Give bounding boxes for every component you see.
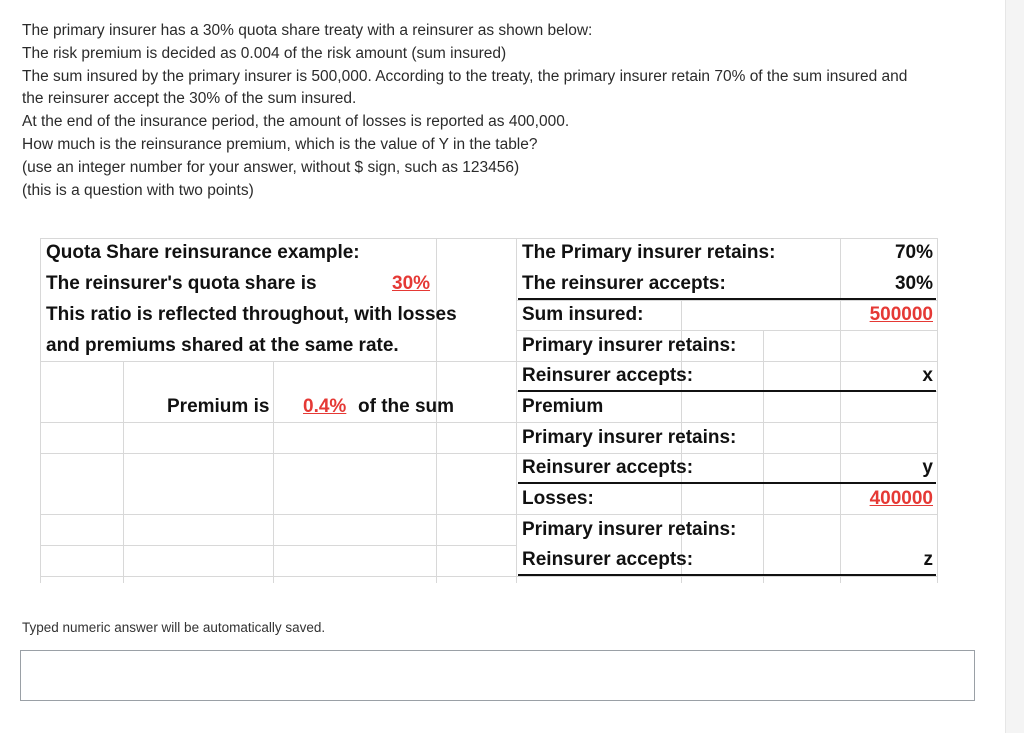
total-rule bbox=[518, 482, 936, 484]
premium-suffix: of the sum bbox=[358, 396, 455, 417]
grid-line bbox=[40, 576, 937, 577]
question-line: At the end of the insurance period, the amount of losses is reported as 400,000. bbox=[22, 113, 570, 131]
row-label: Reinsurer accepts: bbox=[522, 365, 694, 386]
grid-line bbox=[840, 238, 841, 583]
total-rule bbox=[518, 298, 936, 300]
row-label: The reinsurer accepts: bbox=[522, 273, 726, 294]
losses-value: 400000 bbox=[869, 488, 933, 509]
grid-line bbox=[40, 514, 516, 515]
grid-line bbox=[40, 238, 937, 239]
row-label: Reinsurer accepts: bbox=[522, 549, 694, 570]
row-label: Primary insurer retains: bbox=[522, 335, 737, 356]
x-value: x bbox=[922, 365, 933, 386]
grid-line bbox=[123, 361, 124, 583]
total-rule bbox=[518, 574, 936, 576]
total-rule bbox=[518, 390, 936, 392]
example-title: Quota Share reinsurance example: bbox=[46, 242, 360, 263]
grid-line bbox=[40, 453, 516, 454]
row-label: Reinsurer accepts: bbox=[522, 457, 694, 478]
grid-line bbox=[516, 330, 937, 331]
question-line: (this is a question with two points) bbox=[22, 181, 254, 199]
grid-line bbox=[273, 361, 274, 583]
grid-line bbox=[516, 300, 937, 301]
question-line: The risk premium is decided as 0.004 of the risk amount (sum insured) bbox=[22, 44, 507, 62]
grid-line bbox=[40, 545, 516, 546]
question-line: The sum insured by the primary insurer is 500,000. According to the treaty, the primary insurer retain 70% of the sum insured and bbox=[22, 67, 908, 85]
premium-rate: 0.4% bbox=[303, 396, 347, 417]
row-label: Sum insured: bbox=[522, 304, 644, 325]
ratio-note: and premiums shared at the same rate. bbox=[46, 335, 399, 356]
grid-line bbox=[40, 361, 937, 362]
row-label: The Primary insurer retains: bbox=[522, 242, 776, 263]
question-line: (use an integer number for your answer, without $ sign, such as 123456) bbox=[22, 158, 520, 176]
grid-line bbox=[516, 514, 937, 515]
question-line: the reinsurer accept the 30% of the sum insured. bbox=[22, 90, 357, 108]
answer-input[interactable] bbox=[20, 650, 975, 701]
premium-label: Premium is bbox=[167, 396, 270, 417]
autosave-note: Typed numeric answer will be automatically saved. bbox=[22, 620, 326, 635]
question-line: The primary insurer has a 30% quota share treaty with a reinsurer as shown below: bbox=[22, 22, 593, 39]
question-line: How much is the reinsurance premium, which is the value of Y in the table? bbox=[22, 135, 538, 153]
grid-line bbox=[516, 453, 937, 454]
question-text bbox=[22, 20, 982, 202]
z-value: z bbox=[923, 549, 933, 570]
ratio-note: This ratio is reflected throughout, with losses bbox=[46, 304, 457, 325]
grid-line bbox=[40, 422, 937, 423]
retain-ratio-value: 70% bbox=[894, 242, 933, 263]
row-label: Premium bbox=[522, 396, 604, 417]
row-label: Primary insurer retains: bbox=[522, 519, 737, 540]
row-label: Primary insurer retains: bbox=[522, 427, 737, 448]
grid-line bbox=[763, 330, 764, 583]
quota-share-value: 30% bbox=[392, 273, 431, 294]
scrollbar-track[interactable] bbox=[1005, 0, 1024, 733]
grid-line bbox=[937, 238, 938, 583]
y-value: y bbox=[922, 457, 933, 478]
grid-line bbox=[40, 238, 41, 583]
accept-ratio-value: 30% bbox=[894, 273, 933, 294]
grid-line bbox=[516, 238, 517, 583]
row-label: Losses: bbox=[522, 488, 594, 509]
quota-share-label: The reinsurer's quota share is bbox=[46, 273, 317, 294]
sum-insured-value: 500000 bbox=[869, 304, 933, 325]
spreadsheet-image bbox=[40, 238, 940, 588]
